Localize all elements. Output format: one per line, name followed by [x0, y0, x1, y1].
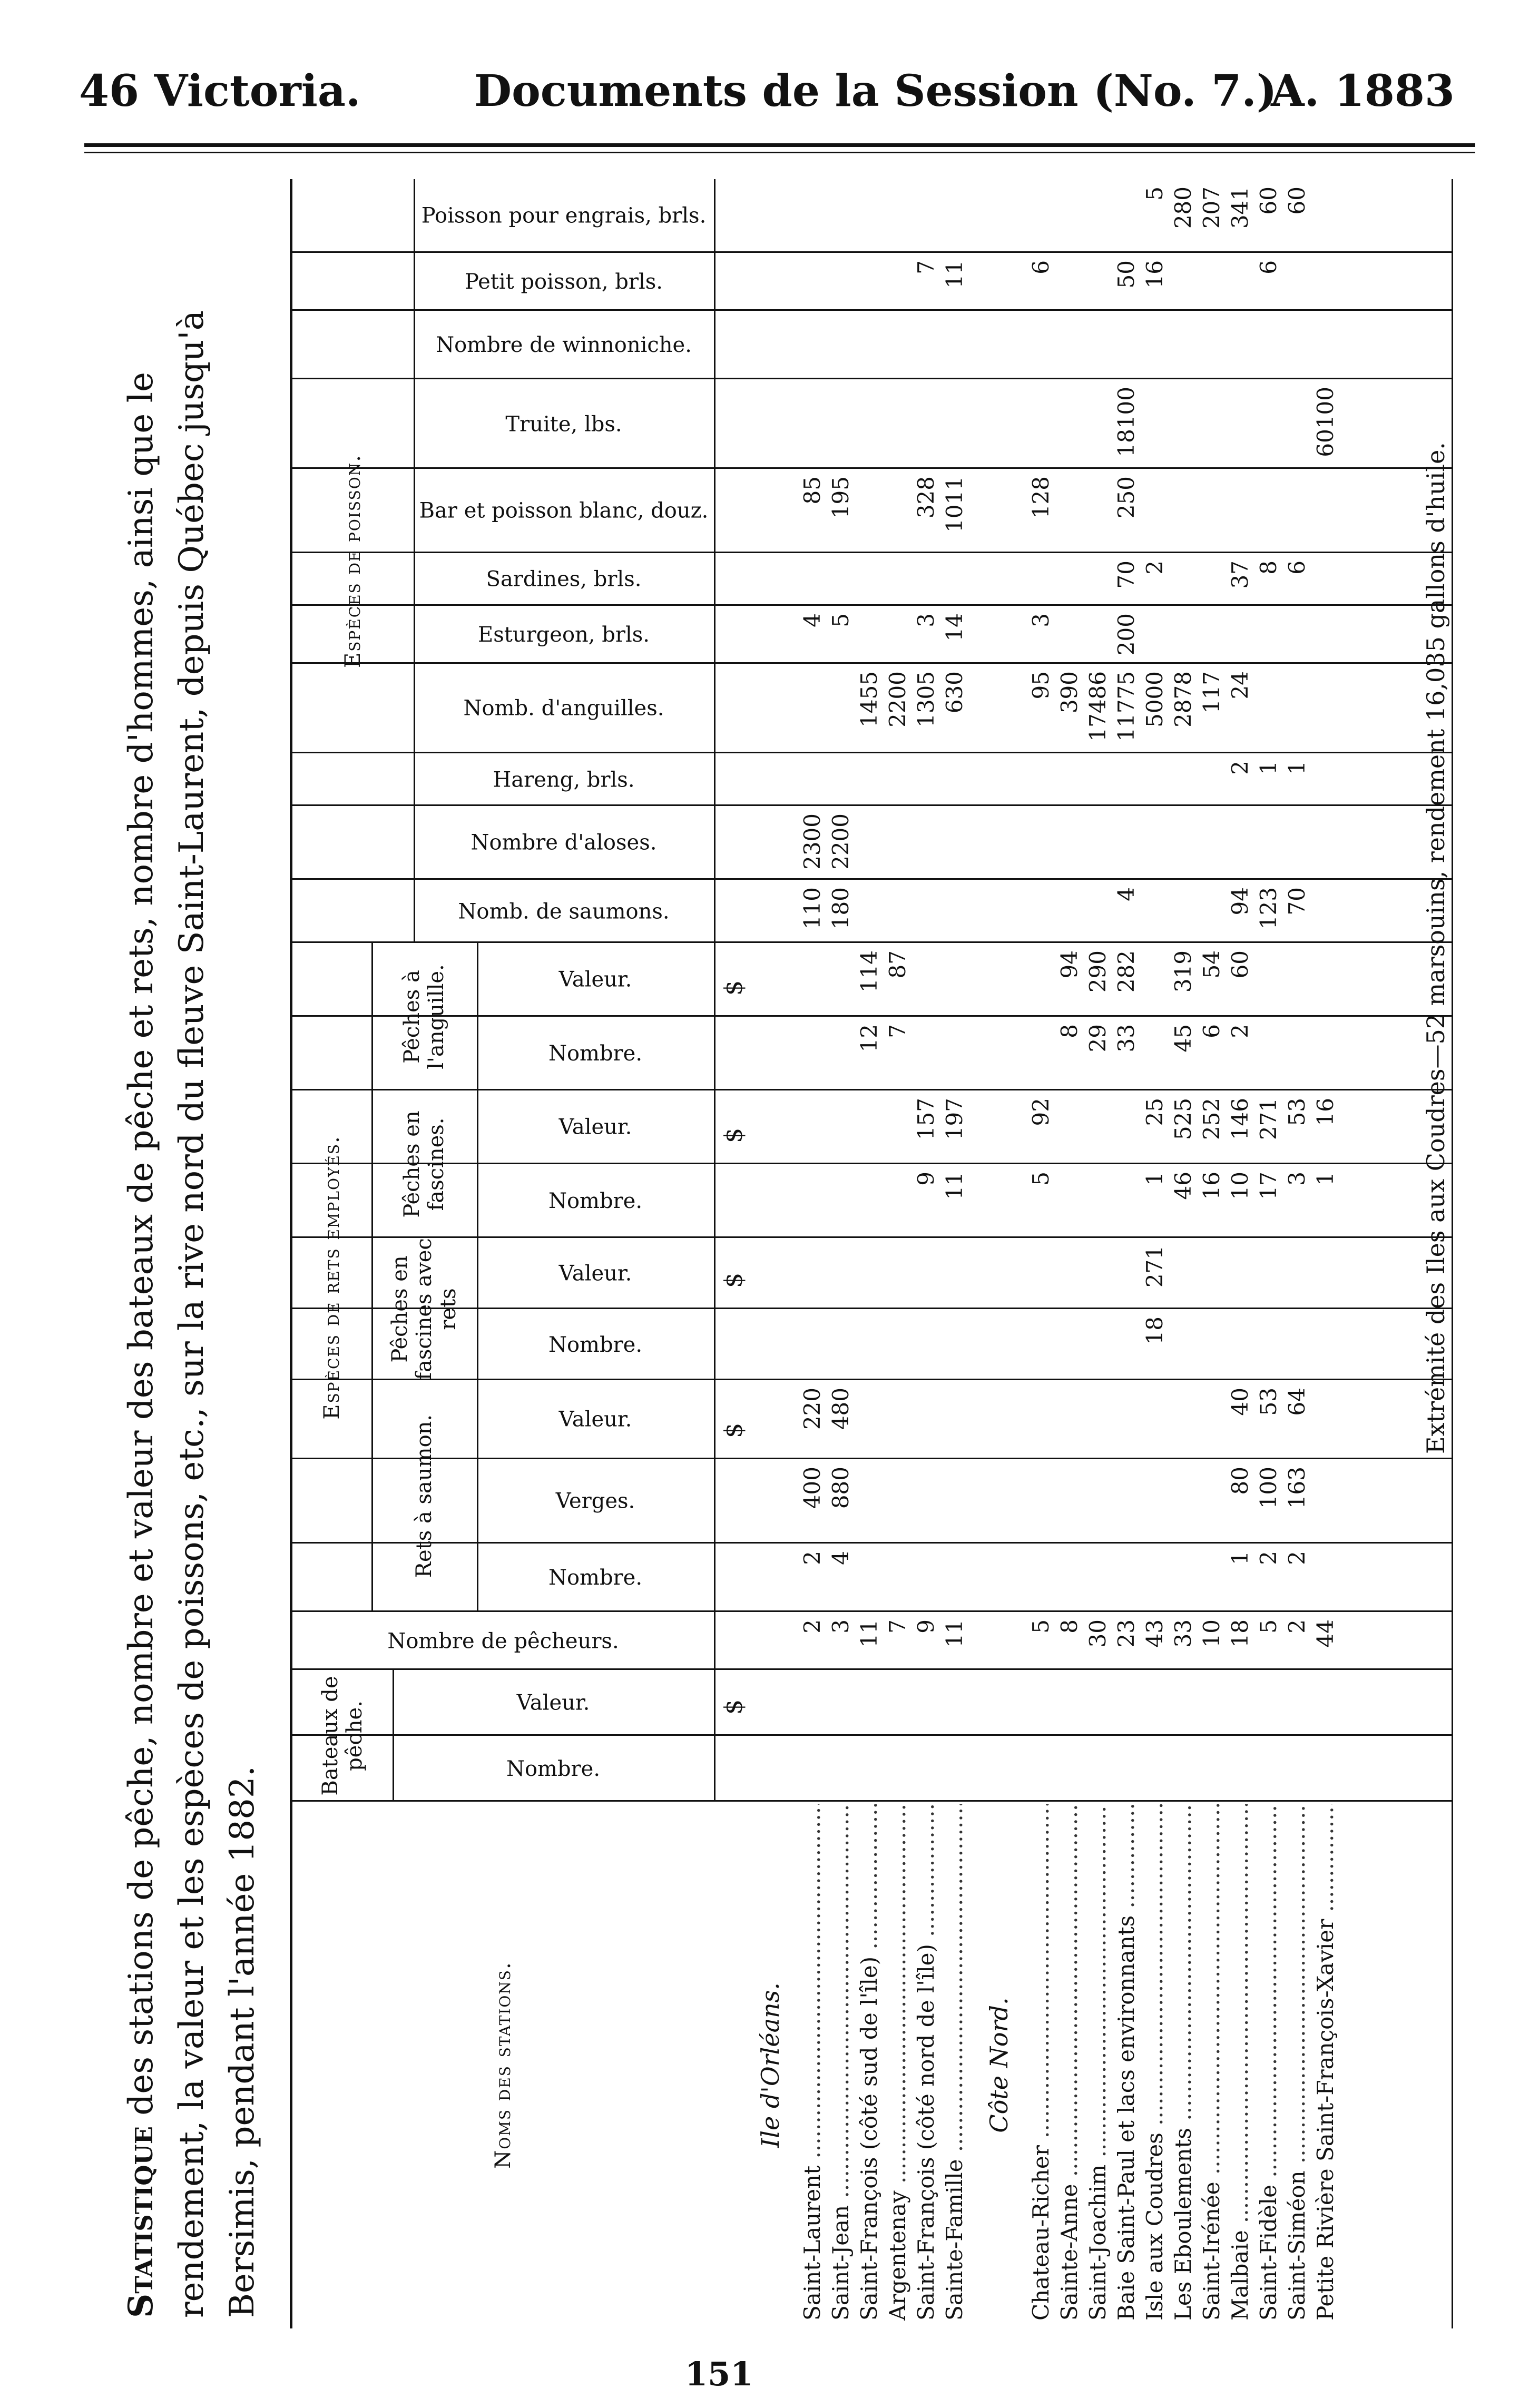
col-an_v: Valeur. — [558, 968, 632, 992]
header-rule-thin — [84, 152, 1475, 153]
cell-saumons: 4 — [1113, 887, 1139, 901]
cell-saumons: 123 — [1256, 887, 1281, 930]
cell-rs_n: 1 — [1227, 1551, 1253, 1565]
col-fr_n: Nombre. — [548, 1332, 643, 1357]
cell-bar: 195 — [828, 476, 854, 519]
col-an_n: Nombre. — [548, 1041, 643, 1066]
col-bateaux-valeur: Valeur. — [516, 1690, 590, 1715]
cell-fa_n: 3 — [1284, 1172, 1310, 1186]
cell-rs_val: 220 — [799, 1388, 825, 1430]
statistics-table — [290, 179, 1453, 2328]
cell-rs_n: 2 — [1284, 1551, 1310, 1565]
cell-anguilles: 1455 — [856, 671, 882, 728]
cell-an_v: 54 — [1199, 950, 1224, 979]
dollar-sign: $ — [719, 1272, 748, 1288]
dollar-sign: $ — [719, 1699, 748, 1715]
cell-truite: 18100 — [1113, 387, 1139, 457]
station-name: Saint-François (côté sud de l'île) ..... — [855, 1804, 884, 2321]
col-truite: Truite, lbs. — [505, 411, 622, 436]
col-fa_n: Nombre. — [548, 1189, 643, 1213]
col-fascines-rets: Pêches en fascines avec rets — [388, 1238, 460, 1380]
station-name: Saint-Jean ..... — [827, 1804, 855, 2321]
col-rets-group: Espèces de rets employés. — [320, 1135, 344, 1420]
col-sardines: Sardines, brls. — [486, 567, 642, 592]
col-engrais: Poisson pour engrais, brls. — [421, 204, 707, 228]
col-stations: Noms des stations. — [491, 1961, 515, 2169]
cell-aloses: 2200 — [828, 813, 854, 870]
cell-rs_val: 53 — [1256, 1388, 1281, 1416]
cell-an_n: 29 — [1085, 1024, 1111, 1053]
cell-fa_v: 25 — [1142, 1098, 1168, 1126]
table-row — [1055, 179, 1084, 2328]
cell-petit: 16 — [1142, 260, 1168, 289]
cell-an_v: 282 — [1113, 950, 1139, 993]
cell-an_v: 94 — [1056, 950, 1082, 979]
cell-engrais: 60 — [1256, 186, 1281, 215]
cell-rs_n: 2 — [1256, 1551, 1281, 1565]
col-esturgeon: Esturgeon, brls. — [478, 623, 650, 647]
cell-an_v: 60 — [1227, 950, 1253, 979]
cell-bar: 128 — [1028, 476, 1054, 519]
cell-fa_n: 46 — [1170, 1172, 1196, 1200]
table-row — [1226, 179, 1254, 2328]
cell-an_n: 8 — [1056, 1024, 1082, 1038]
title-lead: Statistique — [121, 2126, 161, 2318]
station-name: Argentenay ..... — [884, 1804, 912, 2321]
table-row — [1027, 179, 1055, 2328]
table-row — [1084, 179, 1112, 2328]
cell-rs_v: 163 — [1284, 1467, 1310, 1509]
cell-fa_v: 53 — [1284, 1098, 1310, 1126]
cell-esturgeon: 4 — [799, 613, 825, 627]
cell-pecheurs: 44 — [1312, 1619, 1338, 1648]
cell-anguilles: 1305 — [913, 671, 939, 728]
cell-an_v: 290 — [1085, 950, 1111, 993]
cell-petit: 11 — [942, 260, 967, 289]
cell-esturgeon: 3 — [913, 613, 939, 627]
station-name: Saint-Siméon ..... — [1283, 1804, 1311, 2321]
col-rs_n: Nombre. — [548, 1566, 643, 1590]
table-row — [855, 179, 884, 2328]
cell-pecheurs: 11 — [942, 1619, 967, 1648]
cell-rs_val: 64 — [1284, 1388, 1310, 1416]
cell-pecheurs: 3 — [828, 1619, 854, 1634]
cell-rs_val: 40 — [1227, 1388, 1253, 1416]
station-name: Chateau-Richer ..... — [1027, 1804, 1055, 2321]
header-year: A. 1883 — [1271, 66, 1455, 116]
cell-pecheurs: 9 — [913, 1619, 939, 1634]
cell-fa_v: 157 — [913, 1098, 939, 1141]
cell-saumons: 110 — [799, 887, 825, 930]
station-name: Saint-Irénée ..... — [1198, 1804, 1226, 2321]
section-heading: Côte Nord. — [985, 1997, 1013, 2133]
table-row — [1198, 179, 1226, 2328]
table-row — [912, 179, 940, 2328]
cell-an_v: 319 — [1170, 950, 1196, 993]
station-name: Sainte-Anne ..... — [1055, 1804, 1084, 2321]
cell-petit: 6 — [1256, 260, 1281, 274]
col-rets-saumon: Rets à saumon. — [412, 1414, 436, 1578]
station-name: Isle aux Coudres ..... — [1141, 1804, 1169, 2321]
cell-pecheurs: 10 — [1199, 1619, 1224, 1648]
cell-anguilles: 24 — [1227, 671, 1253, 700]
cell-sardines: 70 — [1113, 561, 1139, 589]
cell-pecheurs: 2 — [1284, 1619, 1310, 1634]
cell-engrais: 5 — [1142, 186, 1168, 201]
cell-truite: 60100 — [1312, 387, 1338, 457]
cell-anguilles: 117 — [1199, 671, 1224, 714]
cell-fa_n: 5 — [1028, 1172, 1054, 1186]
cell-fa_n: 16 — [1199, 1172, 1224, 1200]
cell-pecheurs: 5 — [1256, 1619, 1281, 1634]
cell-engrais: 60 — [1284, 186, 1310, 215]
table-row — [1311, 179, 1340, 2328]
cell-fa_v: 92 — [1028, 1098, 1054, 1126]
cell-pecheurs: 2 — [799, 1619, 825, 1634]
cell-petit: 6 — [1028, 260, 1054, 274]
cell-esturgeon: 3 — [1028, 613, 1054, 627]
station-name: Saint-François (côté nord de l'île) ..... — [912, 1804, 940, 2321]
col-hareng: Hareng, brls. — [493, 768, 635, 792]
table-row — [1169, 179, 1198, 2328]
station-name: Saint-Fidèle ..... — [1254, 1804, 1283, 2321]
cell-anguilles: 630 — [942, 671, 967, 714]
cell-fa_n: 11 — [942, 1172, 967, 1200]
cell-bar: 1011 — [942, 476, 967, 533]
table-row — [1283, 179, 1311, 2328]
col-fa_v: Valeur. — [558, 1115, 632, 1140]
cell-anguilles: 2200 — [885, 671, 910, 728]
cell-fa_v: 271 — [1256, 1098, 1281, 1141]
col-rs_v: Verges. — [555, 1489, 635, 1513]
col-rs_val: Valeur. — [558, 1408, 632, 1432]
cell-saumons: 180 — [828, 887, 854, 930]
cell-fa_n: 17 — [1256, 1172, 1281, 1200]
cell-pecheurs: 8 — [1056, 1619, 1082, 1634]
cell-an_n: 2 — [1227, 1024, 1253, 1038]
cell-hareng: 2 — [1227, 761, 1253, 775]
rotated-table-page — [116, 169, 1465, 2328]
cell-saumons: 94 — [1227, 887, 1253, 916]
cell-engrais: 207 — [1199, 186, 1224, 229]
table-row — [1112, 179, 1141, 2328]
col-saumons: Nomb. de saumons. — [458, 899, 670, 923]
cell-fa_v: 525 — [1170, 1098, 1196, 1141]
table-row — [940, 179, 969, 2328]
station-name: Baie Saint-Paul et lacs environnants ..... — [1112, 1804, 1141, 2321]
cell-rs_v: 400 — [799, 1467, 825, 1509]
cell-an_v: 87 — [885, 950, 910, 979]
cell-rs_val: 480 — [828, 1388, 854, 1430]
table-row — [1141, 179, 1169, 2328]
cell-an_n: 33 — [1113, 1024, 1139, 1053]
page-number: 151 — [685, 2355, 753, 2393]
cell-an_n: 7 — [885, 1024, 910, 1038]
table-row — [827, 179, 855, 2328]
section-heading: Ile d'Orléans. — [756, 1982, 785, 2148]
station-name: Sainte-Famille ..... — [940, 1804, 969, 2321]
cell-anguilles: 390 — [1056, 671, 1082, 714]
station-name: Malbaie ..... — [1226, 1804, 1254, 2321]
cell-fa_v: 252 — [1199, 1098, 1224, 1141]
cell-rs_v: 80 — [1227, 1467, 1253, 1495]
col-bateaux: Bateaux de pêche. — [318, 1676, 367, 1796]
col-pecheurs: Nombre de pêcheurs. — [387, 1628, 619, 1653]
col-bar: Bar et poisson blanc, douz. — [419, 499, 709, 523]
station-name: Petite Rivière Saint-François-Xavier ..... — [1311, 1804, 1340, 2321]
header-rule — [393, 1670, 394, 1802]
cell-an_n: 6 — [1199, 1024, 1224, 1038]
station-name: Saint-Joachim ..... — [1084, 1804, 1112, 2321]
col-winnoniche: Nombre de winnoniche. — [436, 332, 692, 357]
cell-fa_n: 1 — [1312, 1172, 1338, 1186]
header-rule — [414, 179, 415, 943]
col-anguille: Pêches à l'anguille. — [400, 964, 448, 1069]
col-petit: Petit poisson, brls. — [464, 269, 663, 294]
table-row — [1254, 179, 1283, 2328]
cell-petit: 7 — [913, 260, 939, 274]
cell-esturgeon: 5 — [828, 613, 854, 627]
cell-pecheurs: 30 — [1085, 1619, 1111, 1648]
col-anguilles: Nomb. d'anguilles. — [463, 696, 664, 721]
cell-pecheurs: 23 — [1113, 1619, 1139, 1648]
cell-sardines: 37 — [1227, 561, 1253, 589]
cell-rs_v: 880 — [828, 1467, 854, 1509]
cell-hareng: 1 — [1256, 761, 1281, 775]
cell-engrais: 280 — [1170, 186, 1196, 229]
cell-fr_v: 271 — [1142, 1245, 1168, 1288]
cell-pecheurs: 18 — [1227, 1619, 1253, 1648]
cell-rs_v: 100 — [1256, 1467, 1281, 1509]
cell-bar: 328 — [913, 476, 939, 519]
cell-engrais: 341 — [1227, 186, 1253, 229]
col-poisson-group: Espèces de poisson. — [341, 454, 365, 668]
header-title: Documents de la Session (No. 7.) — [474, 66, 1277, 116]
cell-anguilles: 11775 — [1113, 671, 1139, 742]
cell-sardines: 8 — [1256, 561, 1281, 575]
cell-rs_n: 2 — [799, 1551, 825, 1565]
header-rule — [714, 179, 715, 1802]
cell-anguilles: 5000 — [1142, 671, 1168, 728]
cell-pecheurs: 43 — [1142, 1619, 1168, 1648]
header-rule — [371, 943, 373, 1612]
dollar-sign: $ — [719, 1422, 748, 1438]
cell-esturgeon: 200 — [1113, 613, 1139, 656]
cell-esturgeon: 14 — [942, 613, 967, 642]
cell-rs_n: 4 — [828, 1551, 854, 1565]
cell-fa_v: 197 — [942, 1098, 967, 1141]
col-fr_v: Valeur. — [558, 1261, 632, 1286]
cell-anguilles: 17486 — [1085, 671, 1111, 742]
cell-fa_v: 16 — [1312, 1098, 1338, 1126]
header-rule — [84, 143, 1475, 147]
cell-bar: 250 — [1113, 476, 1139, 519]
cell-pecheurs: 11 — [856, 1619, 882, 1648]
cell-anguilles: 2878 — [1170, 671, 1196, 728]
cell-fr_n: 18 — [1142, 1316, 1168, 1345]
cell-sardines: 2 — [1142, 561, 1168, 575]
cell-fa_n: 1 — [1142, 1172, 1168, 1186]
cell-an_n: 45 — [1170, 1024, 1196, 1053]
cell-anguilles: 95 — [1028, 671, 1054, 700]
cell-aloses: 2300 — [799, 813, 825, 870]
cell-an_v: 114 — [856, 950, 882, 993]
cell-fa_n: 10 — [1227, 1172, 1253, 1200]
table-title — [116, 179, 268, 2318]
cell-petit: 50 — [1113, 260, 1139, 289]
station-name: Saint-Laurent ..... — [798, 1804, 827, 2321]
cell-saumons: 70 — [1284, 887, 1310, 916]
table-row — [884, 179, 912, 2328]
dollar-sign: $ — [719, 980, 748, 996]
col-fascines: Pêches en fascines. — [400, 1110, 448, 1218]
header-session: 46 Victoria. — [79, 66, 361, 116]
cell-fa_n: 9 — [913, 1172, 939, 1186]
col-bateaux-nombre: Nombre. — [506, 1756, 601, 1781]
dollar-sign: $ — [719, 1127, 748, 1143]
footnote: Extrémité des Iles aux Coudres—52 marsouins, rendement 16,035 gallons d'huile. — [1422, 442, 1450, 1454]
col-aloses: Nombre d'aloses. — [470, 830, 657, 855]
table-row — [798, 179, 827, 2328]
page-header — [0, 0, 1539, 158]
header-rule — [477, 943, 478, 1612]
cell-hareng: 1 — [1284, 761, 1310, 775]
station-name: Les Eboulements ..... — [1169, 1804, 1198, 2321]
cell-sardines: 6 — [1284, 561, 1310, 575]
cell-an_n: 12 — [856, 1024, 882, 1053]
cell-bar: 85 — [799, 476, 825, 505]
cell-fa_v: 146 — [1227, 1098, 1253, 1141]
cell-pecheurs: 33 — [1170, 1619, 1196, 1648]
cell-pecheurs: 7 — [885, 1619, 910, 1634]
cell-pecheurs: 5 — [1028, 1619, 1054, 1634]
title-text: des stations de pêche, nombre et valeur des bateaux de pêche et rets, nombre d'hommes, ainsi que le rendement, la valeur et les espèces de poissons, etc., sur la rive nord du fleuve Saint-Laurent, depuis Québec jusqu'à Bersimis, pendant l'année 1882. — [122, 310, 262, 2318]
